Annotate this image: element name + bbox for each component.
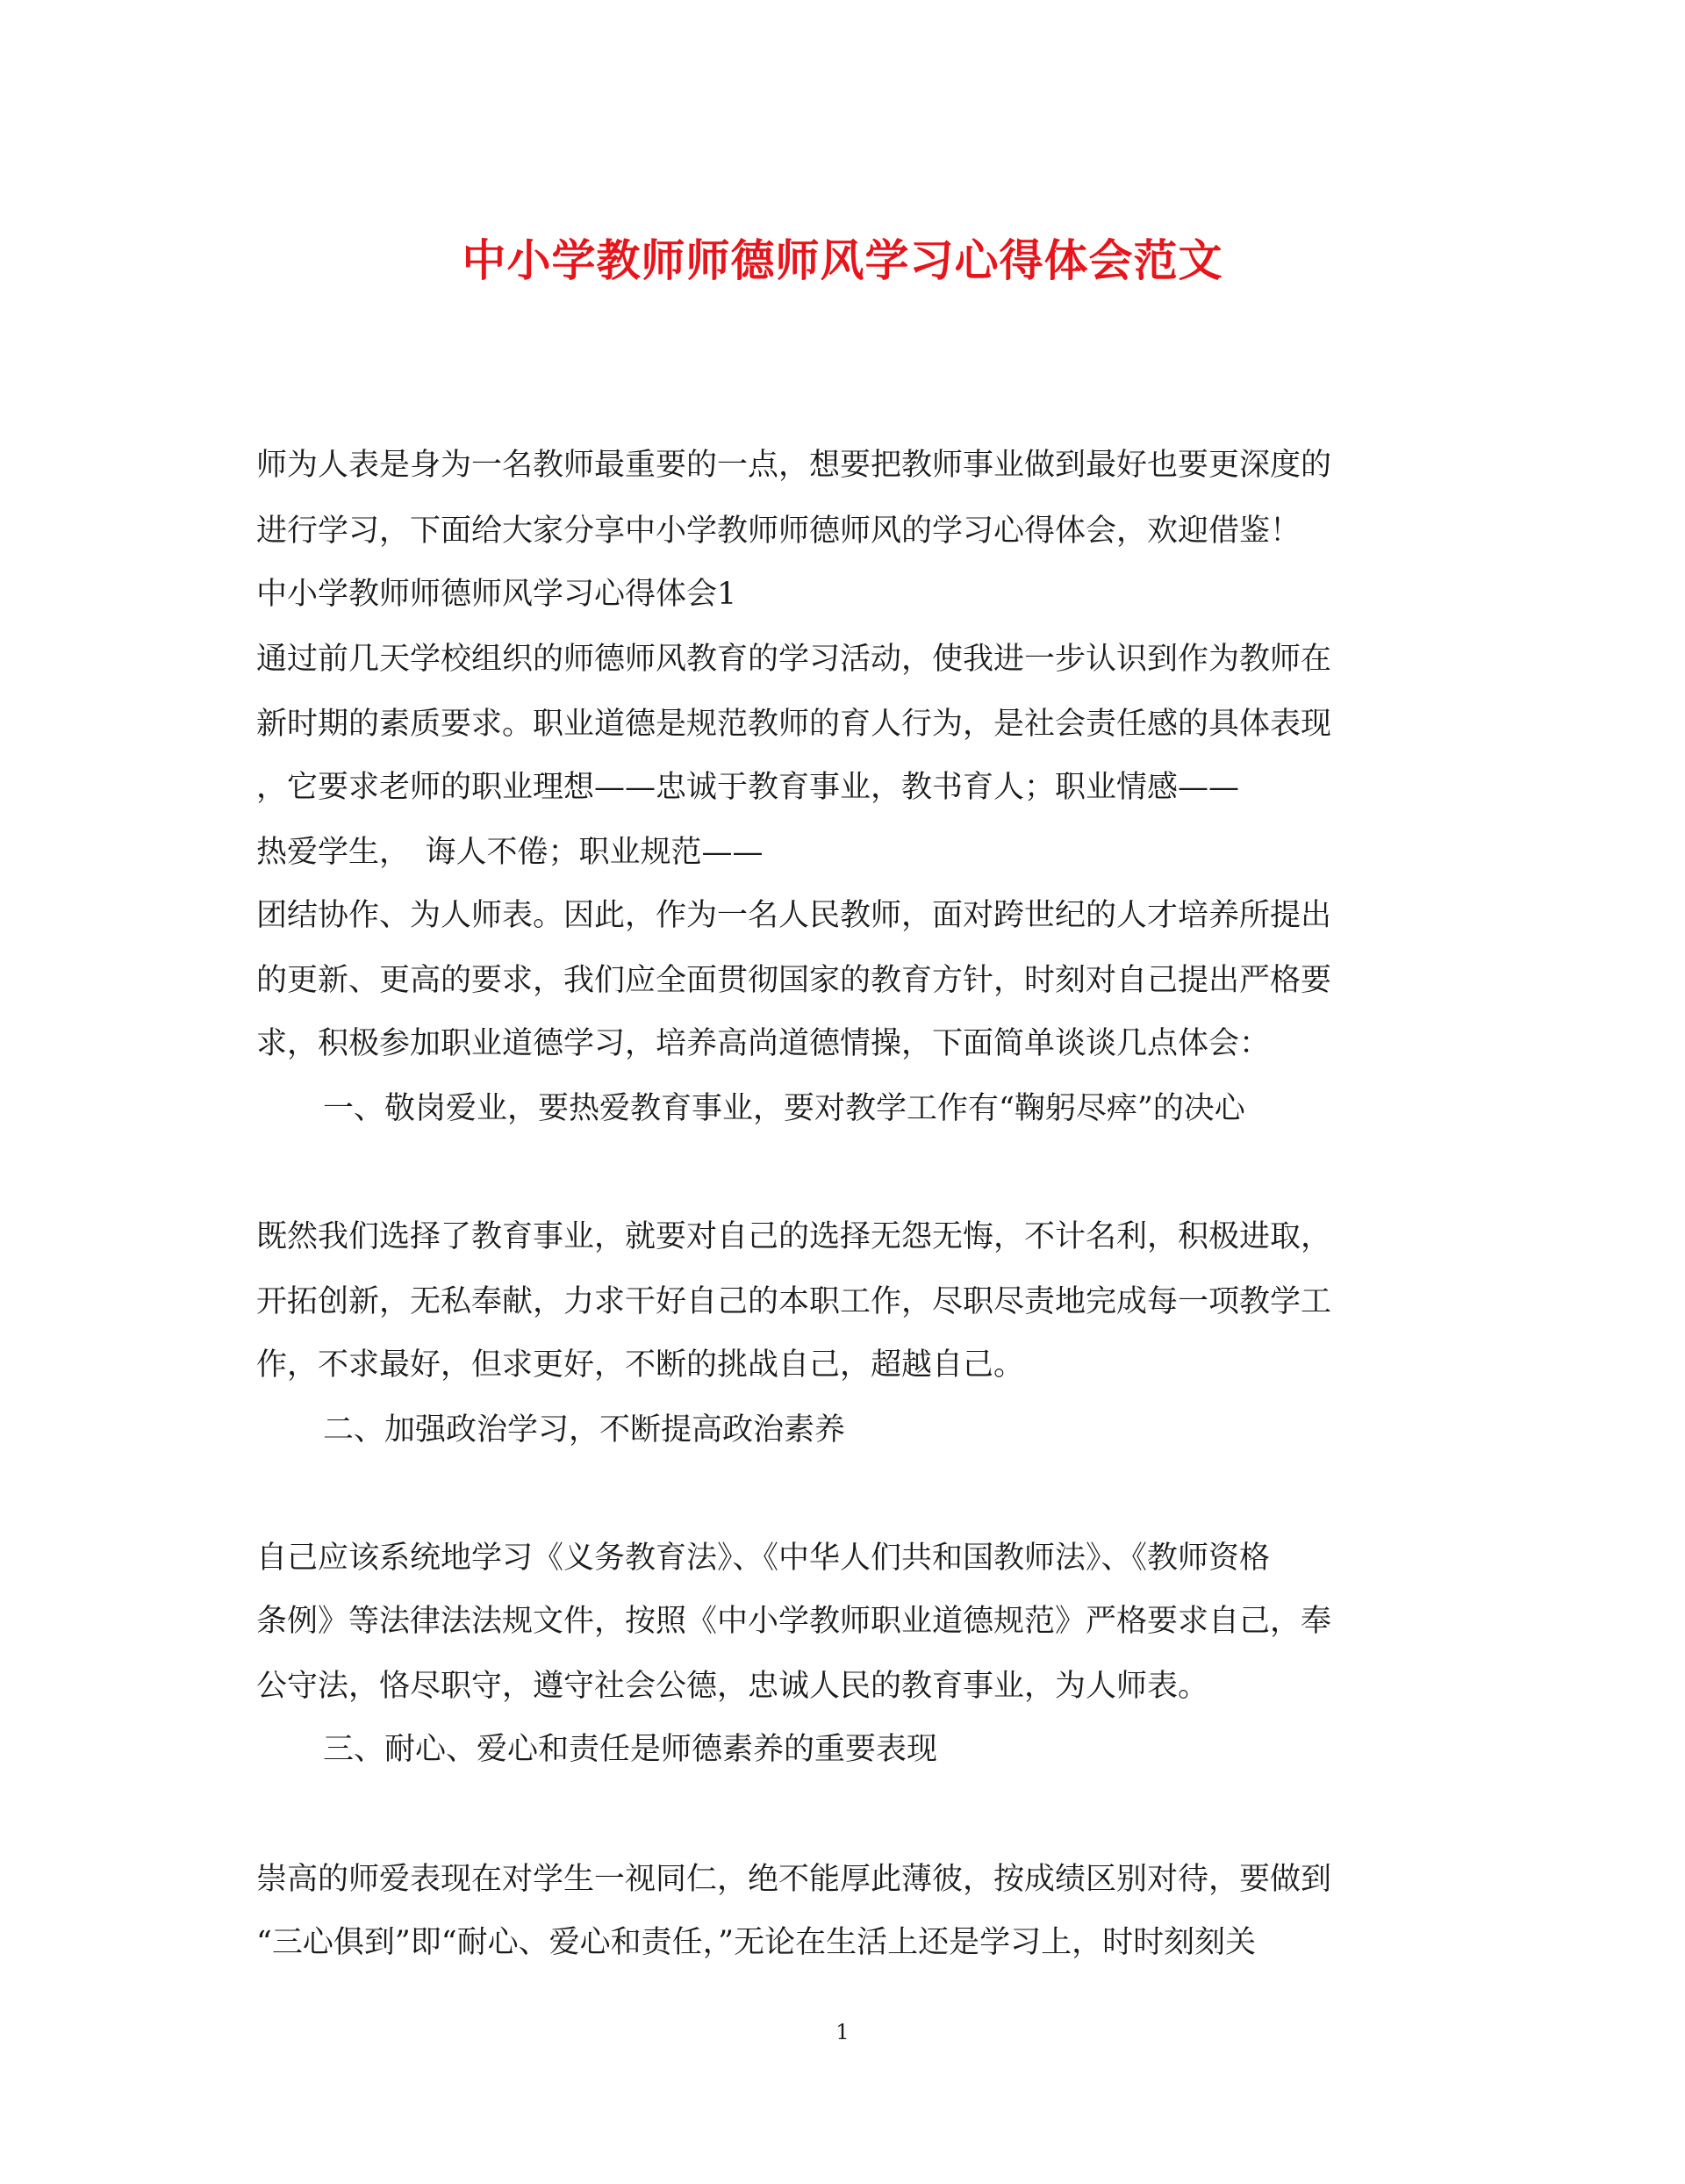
subheading-2: 二、加强政治学习，不断提高政治素养 bbox=[323, 1412, 846, 1448]
paragraph-line: “三心俱到”即“耐心、爱心和责任，”无论在生活上还是学习上，时时刻刻关 bbox=[256, 1925, 1257, 1960]
paragraph-line: 开拓创新，无私奉献，力求干好自己的本职工作，尽职尽责地完成每一项教学工 bbox=[256, 1284, 1332, 1319]
paragraph-line: 条例》等法律法法规文件，按照《中小学教师职业道德规范》严格要求自己，奉 bbox=[256, 1604, 1332, 1639]
paragraph-line: 师为人表是身为一名教师最重要的一点，想要把教师事业做到最好也要更深度的 bbox=[256, 448, 1332, 483]
paragraph-line: 作，不求最好，但求更好，不断的挑战自己，超越自己。 bbox=[256, 1347, 1025, 1383]
paragraph-line: 通过前几天学校组织的师德师风教育的学习活动，使我进一步认识到作为教师在 bbox=[256, 642, 1332, 677]
paragraph-line: 进行学习，下面给大家分享中小学教师师德师风的学习心得体会，欢迎借鉴！ bbox=[256, 514, 1301, 549]
paragraph-line: 热爱学生， 诲人不倦；职业规范—— bbox=[256, 835, 764, 870]
paragraph-line: 既然我们选择了教育事业，就要对自己的选择无怨无悔，不计名利，积极进取， bbox=[256, 1219, 1332, 1254]
paragraph-line: 公守法，恪尽职守，遵守社会公德，忠诚人民的教育事业，为人师表。 bbox=[256, 1669, 1209, 1704]
document-title: 中小学教师师德师风学习心得体会范文 bbox=[462, 234, 1223, 286]
paragraph-line: 求，积极参加职业道德学习，培养高尚道德情操，下面简单谈谈几点体会： bbox=[256, 1026, 1271, 1061]
paragraph-line: 的更新、更高的要求，我们应全面贯彻国家的教育方针，时刻对自己提出严格要 bbox=[256, 963, 1332, 998]
subheading-3: 三、耐心、爱心和责任是师德素养的重要表现 bbox=[323, 1732, 938, 1767]
subheading-1: 一、敬岗爱业，要热爱教育事业，要对教学工作有“鞠躬尽瘁”的决心 bbox=[323, 1091, 1245, 1126]
paragraph-line: 崇高的师爱表现在对学生一视同仁，绝不能厚此薄彼，按成绩区别对待，要做到 bbox=[256, 1862, 1332, 1897]
page-number: 1 bbox=[835, 2020, 850, 2044]
paragraph-line: 新时期的素质要求。职业道德是规范教师的育人行为，是社会责任感的具体表现 bbox=[256, 707, 1332, 742]
paragraph-line: 团结协作、为人师表。因此，作为一名人民教师，面对跨世纪的人才培养所提出 bbox=[256, 898, 1332, 933]
section-heading: 中小学教师师德师风学习心得体会1 bbox=[256, 577, 737, 612]
paragraph-line: ，它要求老师的职业理想——忠诚于教育事业，教书育人；职业情感—— bbox=[256, 770, 1240, 805]
paragraph-line: 自己应该系统地学习《义务教育法》、《中华人们共和国教师法》、《教师资格 bbox=[256, 1541, 1271, 1576]
